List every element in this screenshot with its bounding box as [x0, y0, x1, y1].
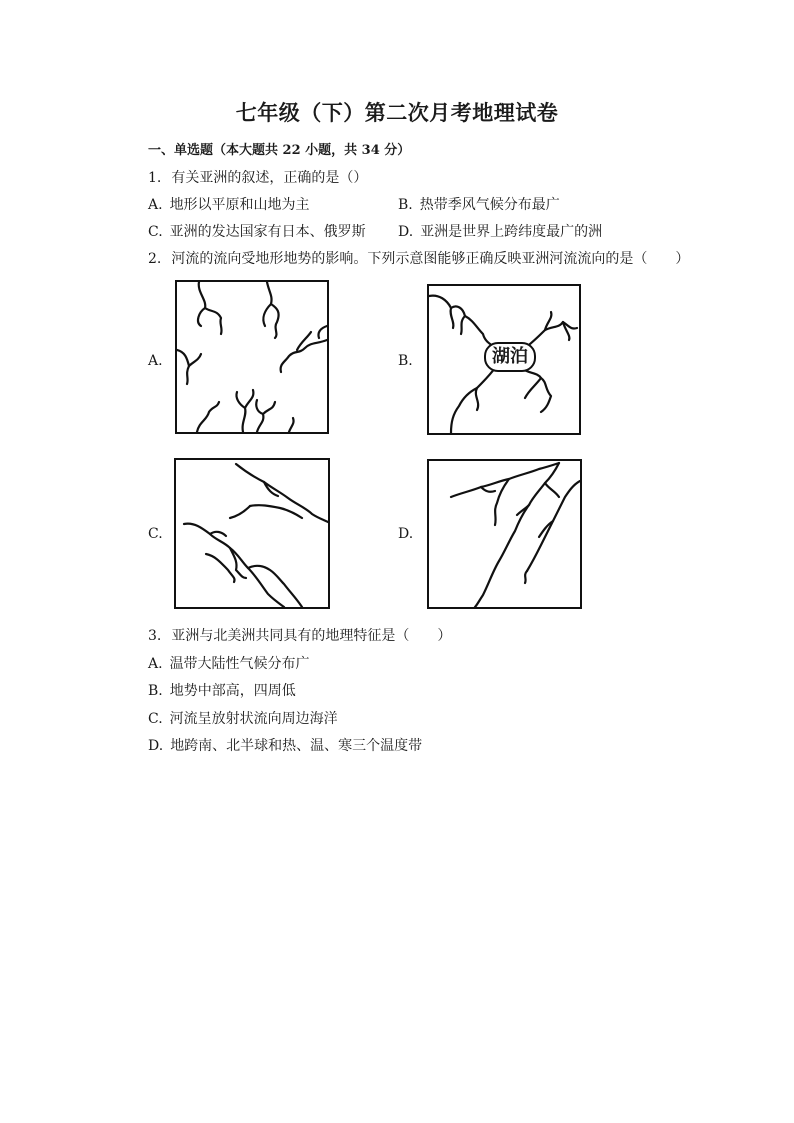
- exam-title: 七年级（下）第二次月考地理试卷: [235, 100, 559, 125]
- lake-label: 湖泊: [484, 342, 536, 372]
- option-text: 地势中部高，四周低: [169, 683, 296, 699]
- option-text: 河流呈放射状流向周边海洋: [169, 711, 338, 727]
- option-letter: C.: [148, 711, 163, 727]
- option-3d[interactable]: [148, 735, 422, 755]
- option-letter: D.: [148, 738, 164, 754]
- option-letter: A.: [148, 656, 163, 672]
- option-text: 亚洲的发达国家有日本、俄罗斯: [169, 224, 366, 240]
- question-text: 亚洲与北美洲共同具有的地理特征是（ ）: [171, 628, 452, 644]
- option-2a-label[interactable]: A.: [148, 353, 163, 369]
- option-letter: B.: [398, 197, 413, 213]
- question-3: [148, 625, 451, 645]
- question-text: 河流的流向受地形地势的影响。下列示意图能够正确反映亚洲河流流向的是（ ）: [171, 251, 690, 267]
- question-number: 1.: [148, 170, 162, 186]
- option-3c[interactable]: [148, 708, 338, 728]
- option-3a[interactable]: [148, 653, 310, 673]
- question-text: 有关亚洲的叙述，正确的是（）: [171, 170, 368, 186]
- option-letter: D.: [398, 224, 414, 240]
- river-map-d[interactable]: [427, 459, 582, 609]
- option-text: 温带大陆性气候分布广: [169, 656, 310, 672]
- option-3b[interactable]: [148, 680, 296, 700]
- option-letter: B.: [148, 683, 163, 699]
- option-text: 地形以平原和山地为主: [169, 197, 310, 213]
- river-map-b[interactable]: [427, 284, 581, 435]
- option-2b-label[interactable]: B.: [398, 353, 413, 369]
- option-1d[interactable]: [398, 221, 602, 241]
- option-1b[interactable]: [398, 194, 560, 214]
- section-heading: 一、单选题（本大题共 22 小题，共 34 分）: [148, 143, 411, 158]
- river-map-a-drawing: [177, 282, 327, 432]
- question-1: [148, 167, 367, 187]
- option-text: 地跨南、北半球和热、温、寒三个温度带: [170, 738, 423, 754]
- option-letter: A.: [148, 197, 163, 213]
- option-2c-label[interactable]: C.: [148, 526, 163, 542]
- option-2d-label[interactable]: D.: [398, 526, 414, 542]
- option-1a[interactable]: [148, 194, 310, 214]
- option-letter: C.: [148, 224, 163, 240]
- option-text: 热带季风气候分布最广: [419, 197, 560, 213]
- option-text: 亚洲是世界上跨纬度最广的洲: [420, 224, 603, 240]
- river-map-c[interactable]: [174, 458, 330, 609]
- option-1c[interactable]: [148, 221, 366, 241]
- river-map-a[interactable]: [175, 280, 329, 434]
- question-2: [148, 248, 689, 268]
- question-number: 3.: [148, 628, 162, 644]
- question-number: 2.: [148, 251, 162, 267]
- river-map-d-drawing: [429, 461, 580, 607]
- river-map-c-drawing: [176, 460, 328, 607]
